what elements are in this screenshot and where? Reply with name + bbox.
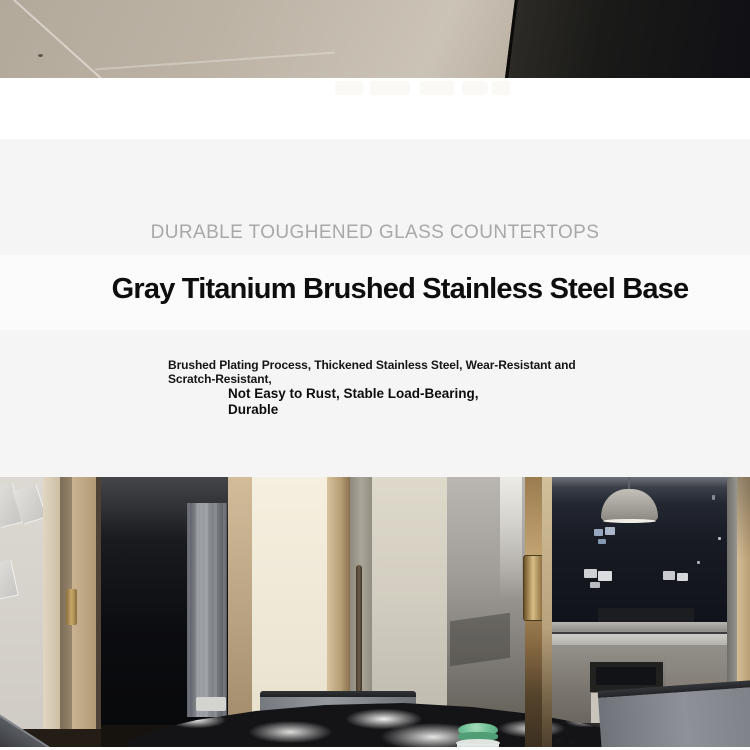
feature-title: Gray Titanium Brushed Stainless Steel Base: [111, 273, 689, 305]
wall-pillar: [228, 477, 252, 750]
feature-highlight: [228, 386, 479, 418]
floor-speck: [38, 54, 43, 57]
lit-window-light: [598, 571, 612, 581]
dining-chair-right: [598, 679, 750, 750]
dark-table-edge: [505, 0, 750, 78]
chair-backrest: [598, 686, 750, 750]
lit-window-light: [677, 573, 688, 581]
lit-window-dot: [718, 537, 721, 540]
brass-door-lock: [66, 589, 77, 625]
feature-section: [0, 139, 750, 477]
highlight-line: Durable: [228, 402, 279, 417]
lit-window-light: [594, 529, 603, 536]
description-line: Brushed Plating Process, Thickened Stainless Steel, Wear-Resistant and: [168, 358, 576, 372]
tile-grout-line: [12, 0, 106, 78]
green-jar: [456, 723, 500, 750]
lit-window-light: [605, 527, 615, 535]
tv-shelf: [552, 622, 730, 645]
table-speck: [570, 741, 575, 744]
tv-soundbar: [598, 608, 694, 623]
glass-reflection-highlight: [500, 477, 522, 597]
lit-window-dot: [712, 495, 715, 500]
faint-watermark: [462, 81, 488, 95]
tile-grout-line: [95, 52, 335, 71]
curtain-hem: [196, 697, 226, 711]
faint-watermark: [492, 81, 510, 95]
lit-window-light: [584, 569, 597, 578]
feature-description: [168, 358, 576, 386]
faint-watermark: [335, 81, 363, 95]
curtain: [187, 503, 227, 717]
description-line: Scratch-Resistant,: [168, 372, 272, 386]
door-frame-strip: [542, 477, 552, 750]
lit-window-dot: [697, 561, 700, 564]
lit-window-light: [598, 539, 606, 544]
faint-watermark: [370, 81, 410, 95]
white-band: [0, 78, 750, 139]
glass-reflection-shadow: [450, 613, 510, 666]
highlight-line: Not Easy to Rust, Stable Load-Bearing,: [228, 386, 479, 401]
dining-room-photo: [0, 477, 750, 750]
lit-window-light: [663, 571, 675, 580]
eyebrow-text: DURABLE TOUGHENED GLASS COUNTERTOPS: [150, 222, 600, 243]
countertop-photo: [0, 0, 750, 78]
door-frame-outer: [43, 477, 60, 750]
door-handle-rod: [356, 565, 362, 710]
cabinet-device: [596, 667, 656, 685]
lit-window-light: [590, 582, 600, 588]
table-speck: [556, 739, 562, 743]
faint-watermark: [420, 81, 454, 95]
